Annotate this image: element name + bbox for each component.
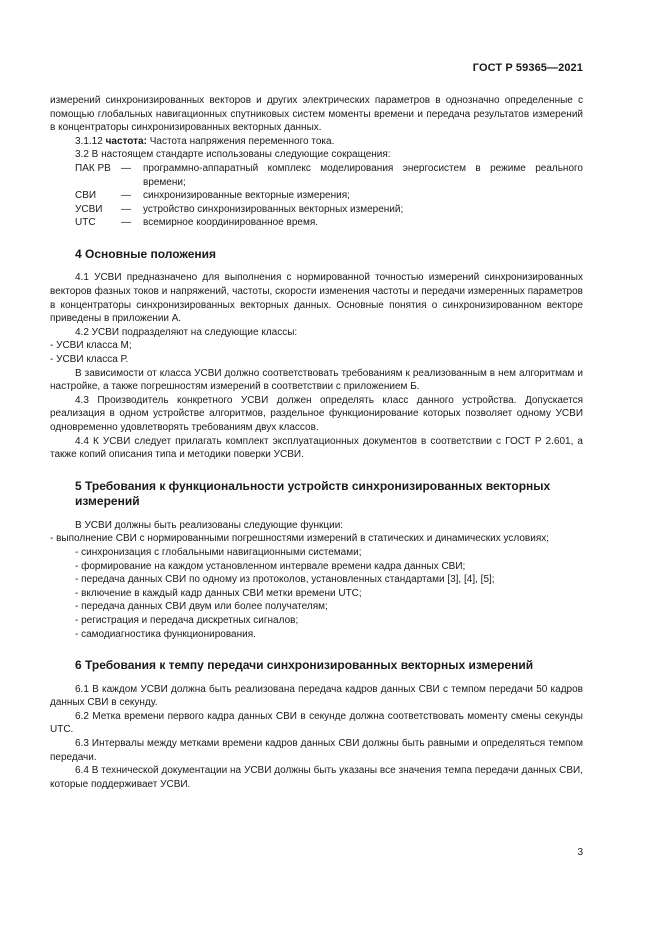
function-list-item: - формирование на каждом установленном интервале времени кадра данных СВИ; — [75, 560, 466, 572]
function-list-item: - синхронизация с глобальными навигационными системами; — [75, 546, 362, 558]
abbreviations-intro: 3.2 В настоящем стандарте использованы следующие сокращения: — [75, 149, 391, 161]
abbreviation-dash: — — [121, 203, 131, 215]
definition-paragraph — [50, 135, 583, 149]
definition-text: Частота напряжения переменного тока. — [149, 135, 335, 147]
s5-intro: В УСВИ должны быть реализованы следующие функции: — [75, 519, 344, 531]
abbreviation-key: ПАК РВ — [75, 162, 111, 174]
function-list-item: - регистрация и передача дискретных сигналов; — [75, 614, 299, 626]
function-list-item: - передача данных СВИ по одному из протоколов, установленных стандартами [3], [4], [5]; — [75, 574, 495, 586]
abbreviation-row — [75, 216, 583, 230]
document-code: ГОСТ Р 59365—2021 — [472, 62, 583, 74]
abbreviation-dash: — — [121, 217, 131, 229]
abbreviation-key: СВИ — [75, 190, 97, 202]
page-number: 3 — [577, 847, 583, 858]
abbreviation-dash: — — [121, 162, 131, 174]
abbreviation-value: всемирное координированное время. — [143, 217, 319, 229]
class-item-m: - УСВИ класса М; — [50, 340, 132, 352]
abbreviation-value: синхронизированные векторные измерения; — [143, 190, 350, 202]
function-list-item: - самодиагностика функционирования. — [75, 628, 256, 640]
s4-paragraph-4: 4.3 Производитель конкретного УСВИ должен определять класс данного устройства. Допускается реализация в одном устройстве алгоритмов, раздельное функционирование которых позволяет одному УСВИ одновременно удовлетворять требованиям двух классов. — [50, 394, 583, 433]
function-list-item: - передача данных СВИ двум или более получателям; — [75, 601, 328, 613]
definition-number: 3.1.12 — [75, 135, 103, 147]
abbreviation-value: программно-аппаратный комплекс моделирования энергосистем в режиме реального времени; — [143, 162, 583, 188]
s6-paragraph-1: 6.1 В каждом УСВИ должна быть реализована передача кадров данных СВИ с темпом передачи 50 кадров данных СВИ в секунду. — [50, 683, 583, 709]
s6-paragraph-4: 6.4 В технической документации на УСВИ должны быть указаны все значения темпа передачи данных СВИ, которые поддерживает УСВИ. — [50, 765, 583, 790]
section-4-heading: 4 Основные положения — [75, 246, 217, 261]
abbreviation-row — [75, 189, 583, 203]
section-5-heading: 5 Требования к функциональности устройств синхронизированных векторных измерений — [75, 478, 551, 509]
abbreviation-row — [75, 162, 583, 189]
page-content — [50, 94, 583, 791]
abbreviation-dash: — — [121, 190, 131, 202]
section-6-heading: 6 Требования к темпу передачи синхронизированных векторных измерений — [75, 658, 534, 673]
s4-paragraph-5: 4.4 К УСВИ следует прилагать комплект эксплуатационных документов в соответствии с ГОСТ Р 2.601, а также копий описания типа и методики поверки УСВИ. — [50, 435, 583, 461]
class-item-p: - УСВИ класса Р. — [50, 354, 129, 365]
abbreviation-key: UTC — [75, 217, 96, 229]
abbreviation-row — [75, 203, 583, 217]
s6-paragraph-3: 6.3 Интервалы между метками времени кадров данных СВИ должны быть равными и определяться темпом передачи. — [50, 737, 583, 763]
s4-paragraph-1: 4.1 УСВИ предназначено для выполнения с нормированной точностью измерений синхронизированных векторов фазных токов и напряжений, частоты, скорости изменения частоты и передачи измеренных параметров в концентраторы синхронизированных векторных данных. Основные понятия о синхронизированном векторе приведены в приложении А. — [50, 272, 583, 325]
s4-paragraph-3: В зависимости от класса УСВИ должно соответствовать требованиям к реализованным в нем алгоритмам и настройке, а также погрешностям измерений в соответствии с приложением Б. — [50, 367, 583, 393]
abbreviation-key: УСВИ — [75, 203, 103, 215]
function-list-item: - включение в каждый кадр данных СВИ метки времени UTC; — [75, 587, 362, 599]
s4-paragraph-2: 4.2 УСВИ подразделяют на следующие классы: — [75, 326, 298, 338]
definition-term: частота: — [105, 135, 147, 147]
function-list-item: - выполнение СВИ с нормированными погрешностями измерений в статических и динамических условиях; — [50, 533, 550, 545]
continuation-paragraph: измерений синхронизированных векторов и других электрических параметров в однозначно определенные с помощью глобальных навигационных спутниковых систем моменты времени и передача результатов измерений в концентраторы синхронизированных векторных данных. — [50, 95, 583, 134]
s6-paragraph-2: 6.2 Метка времени первого кадра данных СВИ в секунде должна соответствовать моменту смены секунды UTC. — [50, 710, 583, 736]
abbreviation-value: устройство синхронизированных векторных измерений; — [143, 203, 404, 215]
